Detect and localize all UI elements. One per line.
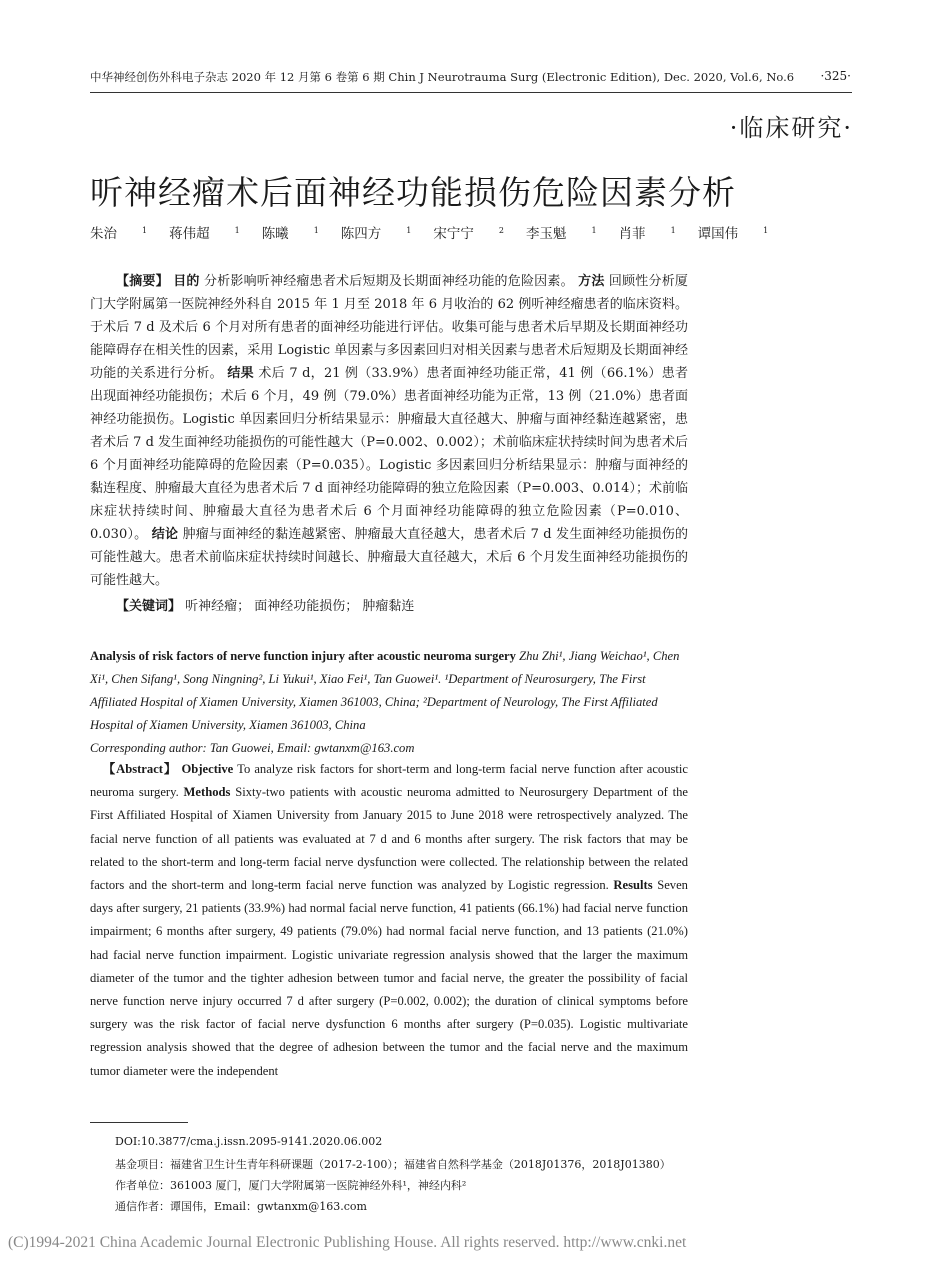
english-header — [90, 645, 688, 760]
author-affiliation-mark: 1 — [234, 225, 240, 235]
author-name: 陈曦 — [261, 226, 289, 242]
page-number: ·325· — [820, 69, 851, 83]
keywords — [90, 595, 688, 614]
author — [90, 226, 147, 242]
results-label: 结果 — [227, 366, 254, 381]
doi: DOI:10.3877/cma.j.issn.2095-9141.2020.06.002 — [115, 1135, 383, 1148]
author-affiliation-mark: 1 — [313, 225, 319, 235]
author — [619, 226, 676, 242]
author — [341, 226, 412, 242]
author-affiliation-mark: 1 — [591, 225, 597, 235]
corresponding-author: Corresponding author: Tan Guowei, Email: gwtanxm@163.com — [90, 741, 415, 755]
english-authors: Zhu Zhi¹, Jiang Weichao¹, Chen Xi¹, Chen Sifang¹, Song Ningning², Li Yukui¹, Xiao Fei¹, Tan Guowei¹. — [90, 649, 680, 686]
results-text: 术后 7 d，21 例（33.9%）患者面神经功能正常，41 例（66.1%）患者出现面神经功能损伤；术后 6 个月，49 例（79.0%）患者面神经功能为正常，13 例（21.0%）患者面神经功能损伤。Logistic 单因素回归分析结果显示：肿瘤最大直径越大、肿瘤与面神经黏连越紧密，患者术后 7 d 发生面神经功能损伤的可能性越大（P=0.002、0.002）；术前临床症状持续时间为患者术后 6 个月面神经功能障碍的危险因素（P=0.035）。Logistic 多因素回归分析结果显示：肿瘤与面神经的黏连程度、肿瘤最大直径为患者术后 7 d 面神经功能障碍的独立危险因素（P=0.003、0.014）；术前临床症状持续时间、肿瘤最大直径为患者术后 6 个月面神经功能障碍的独立危险因素（P=0.010、0.030）。 — [90, 366, 688, 542]
author-list — [90, 222, 790, 242]
keywords-label: 【关键词】 — [116, 599, 182, 614]
author — [433, 226, 504, 242]
header-rule — [90, 92, 852, 93]
author-name: 宋宁宁 — [433, 226, 474, 242]
affiliation-1: ¹Department of Neurosurgery, The First Affiliated Hospital of Xiamen University, Xiamen 361003, China; — [90, 672, 646, 709]
en-results-text: Seven days after surgery, 21 patients (33.9%) had normal facial nerve function, 41 patients (66.1%) had facial nerve function impairment; 6 months after surgery, 49 patients (79.0%) had normal facial nerve function, and 13 patients (21.0%) had facial nerve function impairment. Logistic univariate regression analysis showed that the larger the maximum diameter of the tumor and the tighter adhesion between tumor and facial nerve, the greater the possibility of facial nerve function nerve injury occurred 7 d after surgery (P=0.002, 0.002); the duration of clinical symptoms before surgery was the risk factor of facial nerve dysfunction 6 months after surgery (P=0.035). Logistic multivariate regression analysis showed that the degree of adhesion between the tumor and the facial nerve and the maximum tumor diameter were the independent — [90, 878, 688, 1078]
methods-label: 方法 — [578, 274, 605, 289]
footnote-rule — [90, 1122, 188, 1123]
author-affiliation-mark: 1 — [406, 225, 412, 235]
en-objective-text: To analyze risk factors for short-term and long-term facial nerve function after acoustic neuroma surgery. — [90, 762, 688, 800]
author — [698, 226, 769, 242]
conclusion-label: 结论 — [151, 527, 179, 542]
en-methods-text: Sixty-two patients with acoustic neuroma admitted to Neurosurgery Department of the First Affiliated Hospital of Xiamen University from January 2015 to June 2018 were retrospectively analyzed. The facial nerve function of all patients was evaluated at 7 d and 6 months after surgery. The risk factors that may be related to the short-term and long-term facial nerve dysfunction were collected. The relationship between the related factors and the short-term and long-term facial nerve function was analyzed by Logistic regression. — [90, 785, 688, 893]
en-objective-label: Objective — [181, 762, 234, 776]
keywords-text: 听神经瘤； 面神经功能损伤； 肿瘤黏连 — [185, 599, 415, 614]
abstract-label: 【摘要】 — [116, 274, 169, 289]
affiliation-note: 作者单位：361003 厦门，厦门大学附属第一医院神经外科¹，神经内科² — [115, 1179, 467, 1192]
affiliation-2: ²Department of Neurology, The First Affiliated Hospital of Xiamen University, Xiamen 361003, China — [90, 695, 658, 732]
correspondence-note: 通信作者：谭国伟，Email：gwtanxm@163.com — [115, 1200, 367, 1213]
en-results-label: Results — [613, 878, 653, 893]
author-name: 陈四方 — [340, 226, 382, 242]
journal-header: 中华神经创伤外科电子杂志 2020 年 12 月第 6 卷第 6 期 Chin J Neurotrauma Surg (Electronic Edition), Dec. 2020, Vol.6, No.6 — [90, 70, 795, 84]
article-title: 听神经瘤术后面神经功能损伤危险因素分析 — [90, 173, 736, 212]
author-name: 李玉魁 — [525, 226, 567, 242]
author — [526, 226, 597, 242]
author-name: 肖菲 — [618, 226, 646, 242]
author-name: 谭国伟 — [697, 226, 739, 242]
author — [169, 226, 240, 242]
english-abstract — [90, 758, 688, 1083]
methods-text: 回顾性分析厦门大学附属第一医院神经外科自 2015 年 1 月至 2018 年 6 月收治的 62 例听神经瘤患者的临床资料。于术后 7 d 及术后 6 个月对所有患者的面神经功能进行评估。收集可能与患者术后早期及长期面神经功能障碍存在相关性的因素，采用 Logistic 单因素与多因素回归对相关因素与患者术后短期及长期面神经功能的关系进行分析。 — [90, 274, 688, 381]
en-abstract-label: 【Abstract】 — [102, 762, 178, 776]
author-affiliation-mark: 1 — [763, 225, 769, 235]
conclusion-text: 肿瘤与面神经的黏连越紧密、肿瘤最大直径越大，患者术后 7 d 发生面神经功能损伤的可能性越大。患者术前临床症状持续时间越长、肿瘤最大直径越大，术后 6 个月发生面神经功能损伤的可能性越大。 — [90, 527, 688, 588]
objective-label: 目的 — [173, 274, 200, 289]
author-affiliation-mark: 1 — [142, 225, 148, 235]
copyright-watermark: (C)1994-2021 China Academic Journal Electronic Publishing House. All rights reserved. http://www.cnki.net — [8, 1234, 687, 1251]
author-name: 蒋伟超 — [169, 226, 210, 242]
chinese-abstract — [90, 270, 688, 592]
funding: 基金项目：福建省卫生计生青年科研课题（2017-2-100）；福建省自然科学基金（2018J01376，2018J01380） — [115, 1158, 671, 1171]
english-title: Analysis of risk factors of nerve function injury after acoustic neuroma surgery — [90, 649, 516, 663]
author-affiliation-mark: 2 — [498, 225, 504, 235]
en-methods-label: Methods — [183, 785, 231, 800]
objective-text: 分析影响听神经瘤患者术后短期及长期面神经功能的危险因素。 — [203, 274, 574, 289]
section-label: ·临床研究· — [729, 114, 853, 142]
author-name: 朱治 — [90, 226, 117, 242]
author — [262, 226, 319, 242]
author-affiliation-mark: 1 — [670, 225, 676, 235]
